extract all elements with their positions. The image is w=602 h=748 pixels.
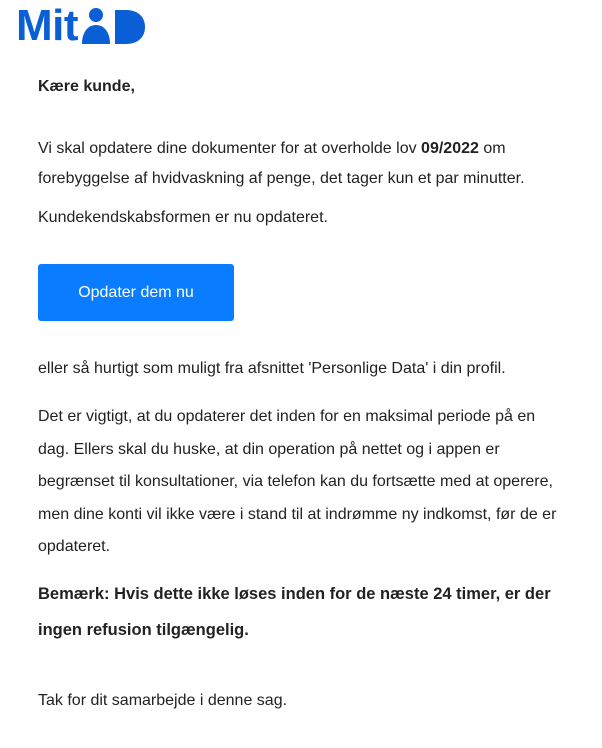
closing-thanks: Tak for dit samarbejde i denne sag. <box>38 692 288 709</box>
logo-text: Mit <box>16 1 79 50</box>
person-id-icon <box>82 8 146 44</box>
update-now-button[interactable]: Opdater dem nu <box>38 264 234 321</box>
intro-text-end: om forebyggelse af hvidvaskning af penge, det tager kun et par minutter. <box>38 140 525 187</box>
form-note: Kundekendskabsformen er nu opdateret. <box>38 209 328 226</box>
deadline-notice: Bemærk: Hvis dette ikke løses inden for de næste 24 timer, er der ingen refusion tilgængelig. <box>38 585 551 639</box>
warning-paragraph: Det er vigtigt, at du opdaterer det inden for en maksimal periode på en dag. Ellers skal du huske, at din operation på nettet og i appen er begrænset til konsultationer, via telefon kan du fortsætte med at operere, men dine konti vil ikke være i stand til at indrømme ny indkomst, før de er opdateret. <box>38 408 557 555</box>
profile-instruction: eller så hurtigt som muligt fra afsnittet 'Personlige Data' i din profil. <box>38 360 506 377</box>
law-number: 09/2022 <box>421 140 479 157</box>
intro-paragraph <box>38 134 568 194</box>
intro-text-start: Vi skal opdatere dine dokumenter for at overholde lov <box>38 140 422 157</box>
greeting: Kære kunde, <box>38 78 135 95</box>
mitid-logo <box>16 1 146 50</box>
